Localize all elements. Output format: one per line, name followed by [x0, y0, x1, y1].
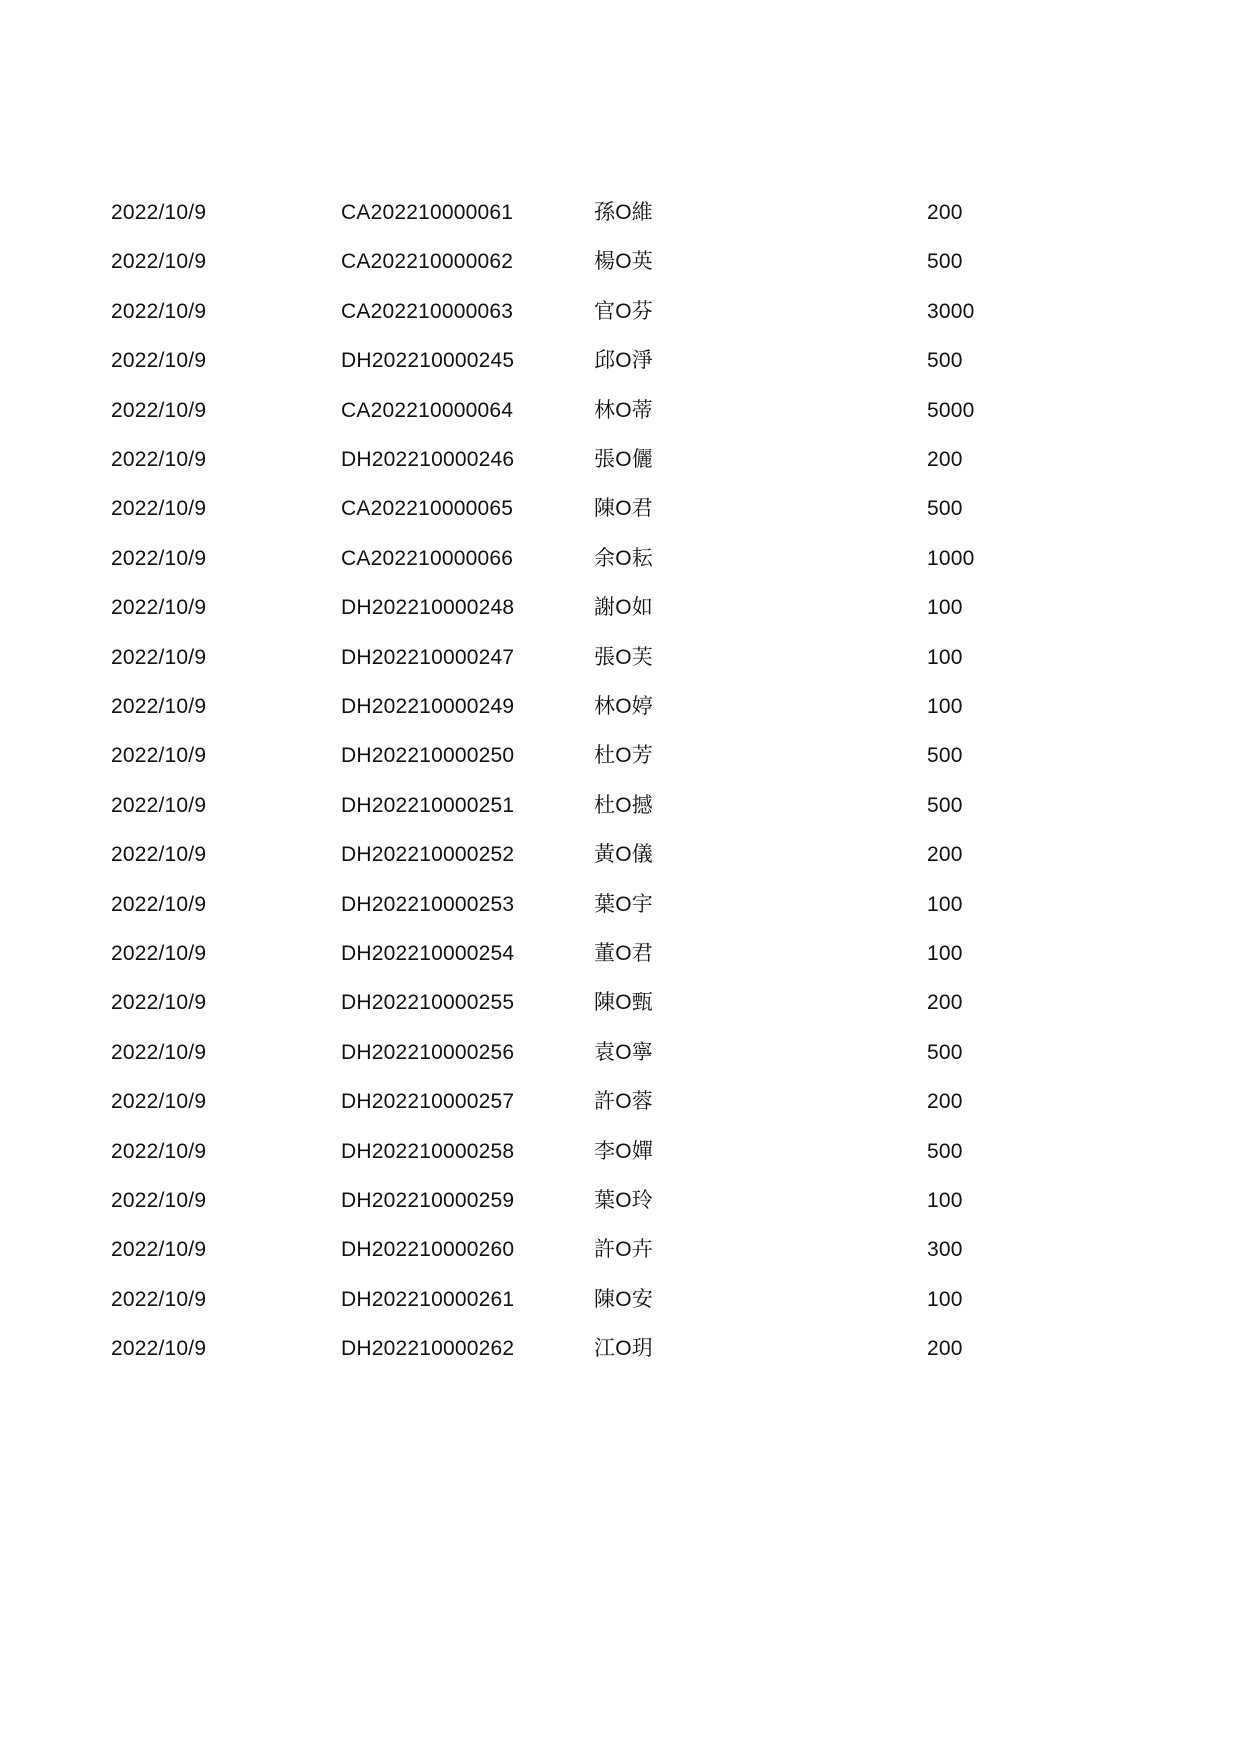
amount-cell: 200 [927, 1090, 963, 1113]
table-row [0, 778, 1240, 834]
amount-cell: 5000 [927, 399, 975, 422]
donor-name-cell: 楊O英 [594, 250, 653, 273]
amount-cell: 3000 [927, 300, 975, 323]
table-row [0, 877, 1240, 933]
receipt-number-cell: DH202210000249 [341, 695, 515, 718]
receipt-number-cell: DH202210000260 [341, 1238, 515, 1261]
receipt-number-cell: DH202210000259 [341, 1189, 515, 1212]
amount-cell: 500 [927, 744, 963, 767]
table-row [0, 1124, 1240, 1180]
table-row [0, 926, 1240, 982]
donor-name-cell: 陳O安 [594, 1288, 653, 1311]
date-cell: 2022/10/9 [111, 448, 207, 471]
date-cell: 2022/10/9 [111, 201, 207, 224]
donor-name-cell: 余O耘 [594, 547, 653, 570]
date-cell: 2022/10/9 [111, 300, 207, 323]
receipt-number-cell: DH202210000254 [341, 942, 515, 965]
receipt-number-cell: CA202210000064 [341, 399, 514, 422]
donor-name-cell: 孫O維 [594, 201, 653, 224]
donor-name-cell: 邱O淨 [594, 349, 653, 372]
table-row [0, 1272, 1240, 1328]
donor-name-cell: 江O玥 [594, 1337, 653, 1360]
amount-cell: 200 [927, 1337, 963, 1360]
date-cell: 2022/10/9 [111, 1288, 207, 1311]
amount-cell: 300 [927, 1238, 963, 1261]
receipt-number-cell: CA202210000065 [341, 497, 514, 520]
table-row [0, 481, 1240, 537]
donor-name-cell: 葉O玲 [594, 1189, 653, 1212]
receipt-number-cell: DH202210000246 [341, 448, 515, 471]
date-cell: 2022/10/9 [111, 1041, 207, 1064]
donor-name-cell: 林O蒂 [594, 399, 653, 422]
amount-cell: 100 [927, 596, 963, 619]
receipt-number-cell: DH202210000257 [341, 1090, 515, 1113]
table-row [0, 383, 1240, 439]
amount-cell: 200 [927, 448, 963, 471]
amount-cell: 100 [927, 1189, 963, 1212]
table-row [0, 679, 1240, 735]
date-cell: 2022/10/9 [111, 1140, 207, 1163]
date-cell: 2022/10/9 [111, 1090, 207, 1113]
date-cell: 2022/10/9 [111, 1189, 207, 1212]
table-row [0, 827, 1240, 883]
table-row [0, 975, 1240, 1031]
amount-cell: 100 [927, 1288, 963, 1311]
date-cell: 2022/10/9 [111, 250, 207, 273]
receipt-number-cell: DH202210000262 [341, 1337, 515, 1360]
table-row [0, 185, 1240, 241]
donor-name-cell: 官O芬 [594, 300, 653, 323]
receipt-number-cell: DH202210000261 [341, 1288, 515, 1311]
donor-name-cell: 張O芙 [594, 646, 653, 669]
donor-name-cell: 張O儷 [594, 448, 653, 471]
receipt-number-cell: DH202210000248 [341, 596, 515, 619]
receipt-number-cell: DH202210000252 [341, 843, 515, 866]
receipt-number-cell: DH202210000258 [341, 1140, 515, 1163]
donor-name-cell: 許O蓉 [594, 1090, 653, 1113]
date-cell: 2022/10/9 [111, 695, 207, 718]
date-cell: 2022/10/9 [111, 547, 207, 570]
table-row [0, 728, 1240, 784]
table-row [0, 1025, 1240, 1081]
table-row [0, 1222, 1240, 1278]
table-row [0, 333, 1240, 389]
receipt-number-cell: DH202210000247 [341, 646, 515, 669]
table-row [0, 580, 1240, 636]
amount-cell: 500 [927, 349, 963, 372]
receipt-number-cell: CA202210000063 [341, 300, 514, 323]
receipt-number-cell: DH202210000245 [341, 349, 515, 372]
date-cell: 2022/10/9 [111, 646, 207, 669]
receipt-number-cell: DH202210000250 [341, 744, 515, 767]
amount-cell: 500 [927, 1140, 963, 1163]
amount-cell: 500 [927, 1041, 963, 1064]
amount-cell: 200 [927, 843, 963, 866]
date-cell: 2022/10/9 [111, 349, 207, 372]
table-row [0, 234, 1240, 290]
amount-cell: 100 [927, 893, 963, 916]
donor-name-cell: 陳O甄 [594, 991, 653, 1014]
receipt-number-cell: DH202210000255 [341, 991, 515, 1014]
date-cell: 2022/10/9 [111, 893, 207, 916]
receipt-number-cell: DH202210000251 [341, 794, 515, 817]
amount-cell: 100 [927, 695, 963, 718]
donor-name-cell: 許O卉 [594, 1238, 653, 1261]
amount-cell: 100 [927, 942, 963, 965]
table-row [0, 531, 1240, 587]
amount-cell: 200 [927, 991, 963, 1014]
date-cell: 2022/10/9 [111, 596, 207, 619]
date-cell: 2022/10/9 [111, 843, 207, 866]
table-row [0, 1321, 1240, 1377]
receipt-number-cell: CA202210000061 [341, 201, 514, 224]
donor-name-cell: 董O君 [594, 942, 653, 965]
receipt-number-cell: CA202210000066 [341, 547, 514, 570]
amount-cell: 500 [927, 497, 963, 520]
table-row [0, 630, 1240, 686]
amount-cell: 1000 [927, 547, 975, 570]
amount-cell: 100 [927, 646, 963, 669]
date-cell: 2022/10/9 [111, 399, 207, 422]
table-row [0, 284, 1240, 340]
table-row [0, 432, 1240, 488]
donor-name-cell: 謝O如 [594, 596, 653, 619]
table-row [0, 1173, 1240, 1229]
donor-name-cell: 陳O君 [594, 497, 653, 520]
date-cell: 2022/10/9 [111, 497, 207, 520]
date-cell: 2022/10/9 [111, 794, 207, 817]
date-cell: 2022/10/9 [111, 1238, 207, 1261]
amount-cell: 500 [927, 794, 963, 817]
donor-name-cell: 杜O芳 [594, 744, 653, 767]
date-cell: 2022/10/9 [111, 991, 207, 1014]
receipt-number-cell: DH202210000256 [341, 1041, 515, 1064]
table-row [0, 1074, 1240, 1130]
donor-name-cell: 袁O寧 [594, 1041, 653, 1064]
date-cell: 2022/10/9 [111, 942, 207, 965]
amount-cell: 200 [927, 201, 963, 224]
receipt-number-cell: DH202210000253 [341, 893, 515, 916]
date-cell: 2022/10/9 [111, 744, 207, 767]
donor-name-cell: 黃O儀 [594, 843, 653, 866]
donor-name-cell: 葉O宇 [594, 893, 653, 916]
donor-name-cell: 杜O撼 [594, 794, 653, 817]
date-cell: 2022/10/9 [111, 1337, 207, 1360]
receipt-number-cell: CA202210000062 [341, 250, 514, 273]
donor-name-cell: 李O嬋 [594, 1140, 653, 1163]
amount-cell: 500 [927, 250, 963, 273]
donor-name-cell: 林O婷 [594, 695, 653, 718]
